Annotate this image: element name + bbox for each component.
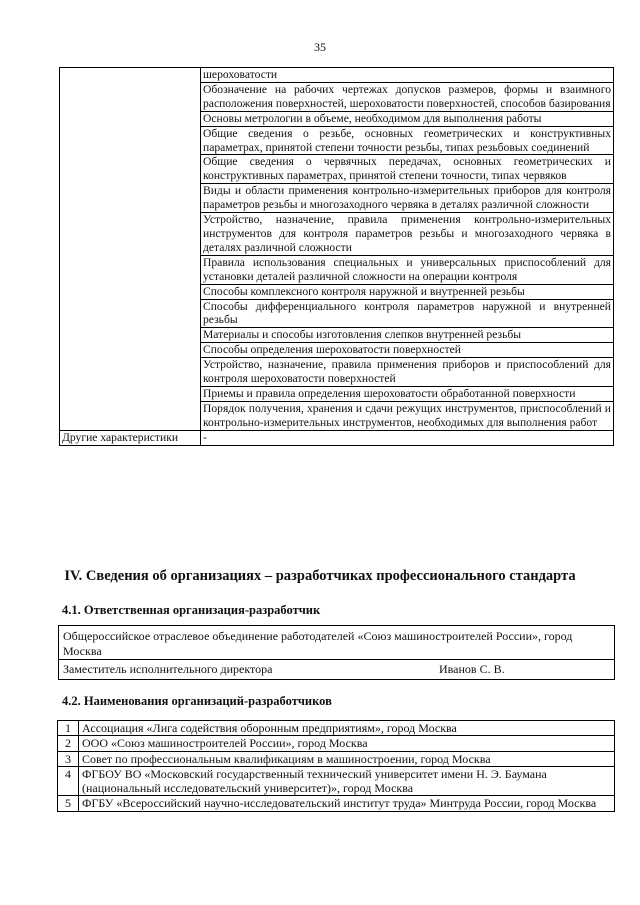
requirement-text: Приемы и правила определения шероховатости обработанной поверхности bbox=[201, 386, 614, 401]
organization-row bbox=[59, 626, 615, 660]
requirement-text: Устройство, назначение, правила применения контрольно-измерительных инструментов для контроля параметров резьбы и многозаходного червяка в деталях различной сложности bbox=[201, 213, 614, 256]
developer-row bbox=[58, 751, 615, 766]
subsection-2-title: 4.2. Наименования организаций-разработчиков bbox=[62, 694, 332, 708]
developer-name: Совет по профессиональным квалификациям в машиностроении, город Москва bbox=[79, 751, 615, 766]
developer-number: 5 bbox=[58, 796, 79, 811]
subsection-1-title: 4.1. Ответственная организация-разработчик bbox=[62, 603, 321, 617]
page-number: 35 bbox=[314, 40, 326, 54]
requirement-text: Способы комплексного контроля наружной и внутренней резьбы bbox=[201, 284, 614, 299]
requirement-text: шероховатости bbox=[201, 68, 614, 83]
requirement-text: Общие сведения о червячных передачах, основных геометрических и конструктивных параметрах, принятой степени точности, типах червяков bbox=[201, 155, 614, 184]
requirement-text: Общие сведения о резьбе, основных геометрических и конструктивных параметрах, принятой степени точности резьбы, типах резьбовых соединений bbox=[201, 126, 614, 155]
requirement-text: Виды и области применения контрольно-измерительных приборов для контроля параметров резьбы и многозаходного червяка в деталях различной сложности bbox=[201, 184, 614, 213]
organization-name: Общероссийское отраслевое объединение работодателей «Союз машиностроителей России», город Москва bbox=[59, 626, 615, 660]
developer-row bbox=[58, 721, 615, 736]
section-title: IV. Сведения об организациях – разработчиках профессионального стандарта bbox=[64, 568, 576, 584]
developer-row bbox=[58, 796, 615, 811]
requirement-text: Обозначение на рабочих чертежах допусков размеров, формы и взаимного расположения поверхностей, шероховатости поверхностей, способов базирования bbox=[201, 82, 614, 111]
developer-row bbox=[58, 736, 615, 751]
developer-name: ФГБУ «Всероссийский научно-исследовательский институт труда» Минтруда России, город Москва bbox=[79, 796, 615, 811]
requirement-row bbox=[60, 68, 614, 83]
other-characteristics-row bbox=[60, 430, 614, 445]
developer-number: 1 bbox=[58, 721, 79, 736]
developer-organizations-table bbox=[57, 720, 615, 812]
other-characteristics-label: Другие характеристики bbox=[60, 430, 201, 445]
signatory-row bbox=[59, 660, 615, 680]
requirements-table-body bbox=[60, 68, 614, 446]
signatory-cell bbox=[59, 660, 615, 680]
requirement-text: Порядок получения, хранения и сдачи режущих инструментов, приспособлений и контрольно-измерительных инструментов, необходимых для выполнения работ bbox=[201, 401, 614, 430]
requirement-text: Устройство, назначение, правила применения приборов и приспособлений для контроля шероховатости поверхностей bbox=[201, 358, 614, 387]
developer-number: 3 bbox=[58, 751, 79, 766]
responsible-organization-table bbox=[58, 625, 615, 680]
developer-number: 4 bbox=[58, 766, 79, 796]
developer-name: ООО «Союз машиностроителей России», город Москва bbox=[79, 736, 615, 751]
signatory-position: Заместитель исполнительного директора bbox=[63, 662, 273, 676]
requirement-text: Основы метрологии в объеме, необходимом для выполнения работы bbox=[201, 111, 614, 126]
requirements-table bbox=[59, 67, 614, 446]
other-characteristics-value: - bbox=[201, 430, 614, 445]
developer-name: Ассоциация «Лига содействия оборонным предприятиям», город Москва bbox=[79, 721, 615, 736]
developer-name: ФГБОУ ВО «Московский государственный технический университет имени Н. Э. Баумана (национальный исследовательский университет)», город Москва bbox=[79, 766, 615, 796]
requirement-text: Способы определения шероховатости поверхностей bbox=[201, 343, 614, 358]
requirement-text: Способы дифференциального контроля параметров наружной и внутренней резьбы bbox=[201, 299, 614, 328]
requirement-text: Материалы и способы изготовления слепков внутренней резьбы bbox=[201, 328, 614, 343]
developer-row bbox=[58, 766, 615, 796]
developer-number: 2 bbox=[58, 736, 79, 751]
requirement-text: Правила использования специальных и универсальных приспособлений для установки деталей различной сложности на операции контроля bbox=[201, 255, 614, 284]
signatory-name: Иванов С. В. bbox=[439, 662, 505, 676]
requirements-label-cell bbox=[60, 68, 201, 431]
developer-organizations-body bbox=[58, 721, 615, 812]
